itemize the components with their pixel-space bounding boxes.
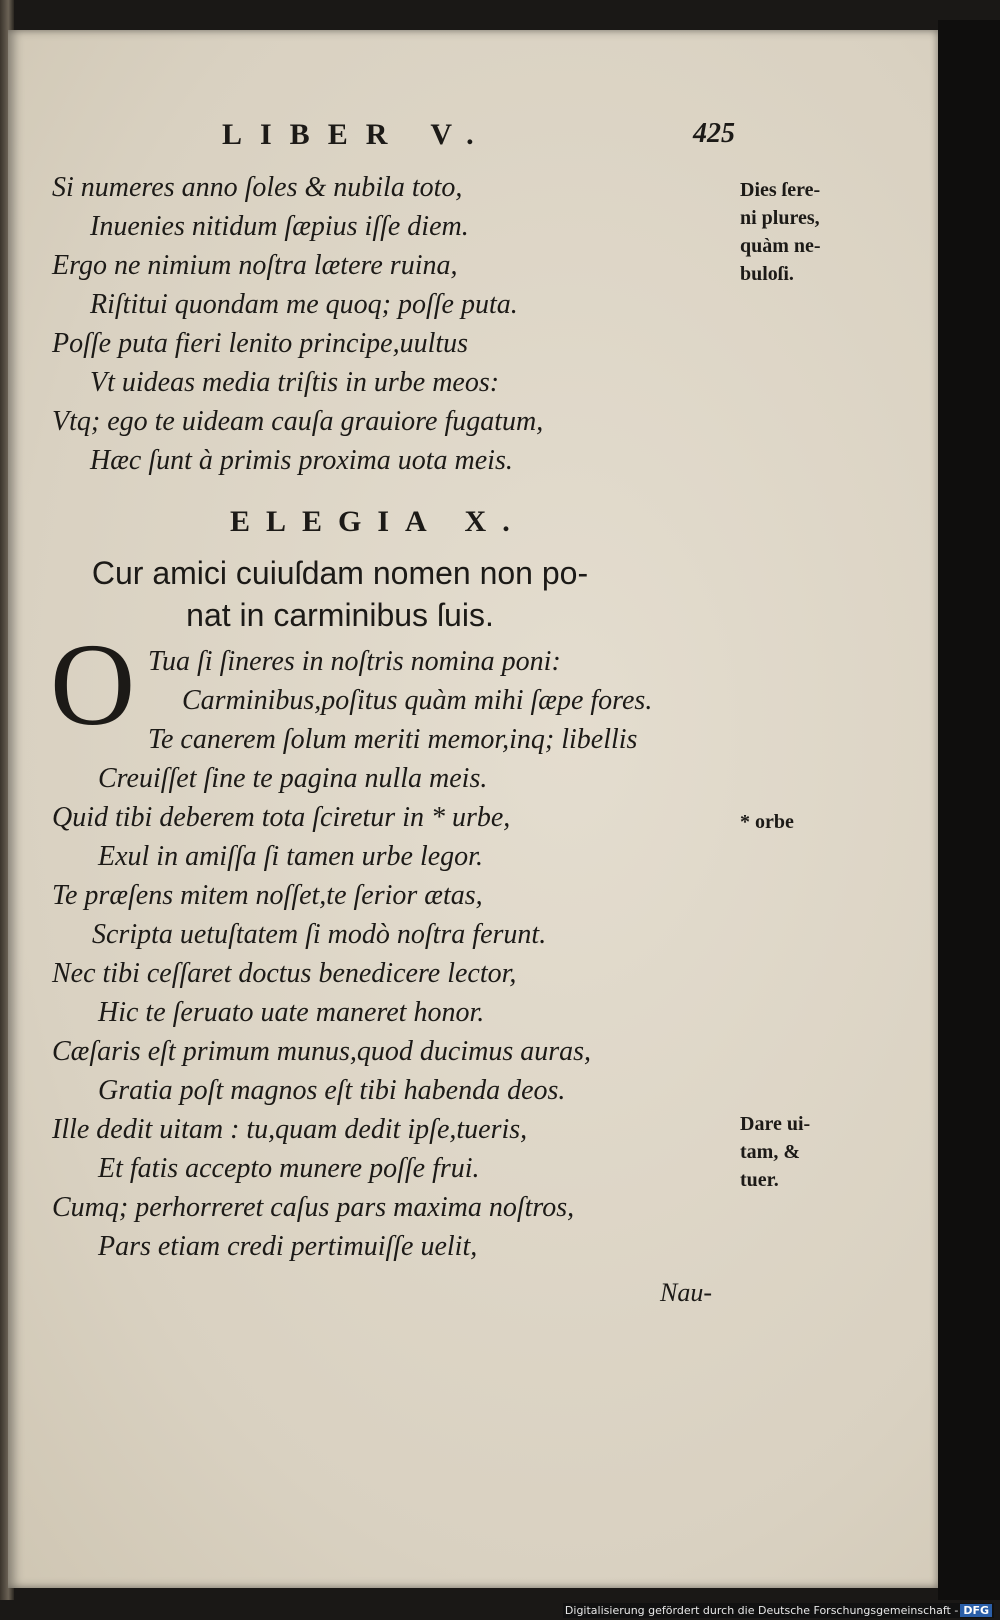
verse-line: Quid tibi deberem tota ſciretur in * urbe,	[52, 802, 511, 833]
marginal-note	[740, 176, 821, 288]
verse-line: Si numeres anno ſoles & nubila toto,	[52, 172, 463, 203]
marginal-note	[740, 1110, 810, 1194]
verse-line: Nec tibi ceſſaret doctus benedicere lector,	[52, 958, 517, 989]
verse-line: Vt uideas media triſtis in urbe meos:	[90, 367, 500, 398]
verse-line: Te præſens mitem noſſet,te ſerior ætas,	[52, 880, 483, 911]
verse-line: Cumq; perhorreret caſus pars maxima noſtros,	[52, 1192, 575, 1223]
funding-credit	[563, 1603, 994, 1618]
running-title: LIBER V.	[222, 118, 492, 151]
elegy-argument-line: nat in carminibus ſuis.	[186, 597, 494, 633]
verse-line: Scripta uetuſtatem ſi modò noſtra ferunt.	[92, 919, 547, 950]
dfg-logo: DFG	[960, 1604, 992, 1617]
verse-line: Vtq; ego te uideam cauſa grauiore fugatum,	[52, 406, 544, 437]
verse-line: Carminibus,poſitus quàm mihi ſæpe fores.	[182, 685, 653, 716]
marginal-note-line: tam, &	[740, 1141, 800, 1163]
marginal-note-line: buloſi.	[740, 263, 794, 285]
verse-line: Tua ſi ſineres in noſtris nomina poni:	[148, 646, 561, 677]
marginal-note-line: * orbe	[740, 811, 794, 833]
marginal-note-line: quàm ne-	[740, 235, 821, 257]
catchword: Nau-	[660, 1278, 712, 1307]
verse-line: Creuiſſet ſine te pagina nulla meis.	[98, 763, 488, 794]
verse-line: Riſtitui quondam me quoq; poſſe puta.	[90, 289, 518, 320]
verse-line: Hic te ſeruato uate maneret honor.	[98, 997, 485, 1028]
verse-line: Cæſaris eſt primum munus,quod ducimus auras,	[52, 1036, 592, 1067]
verse-line: Gratia poſt magnos eſt tibi habenda deos.	[98, 1075, 566, 1106]
funding-credit-text: Digitalisierung gefördert durch die Deutsche Forschungsgemeinschaft -	[564, 1604, 959, 1617]
marginal-note	[740, 808, 794, 836]
verse-line: Te canerem ſolum meriti memor,inq; libellis	[148, 724, 638, 755]
marginal-note-line: tuer.	[740, 1169, 779, 1191]
verse-line: Inuenies nitidum ſæpius iſſe diem.	[90, 211, 469, 242]
drop-capital: O	[50, 619, 136, 750]
dark-background-edge	[938, 20, 1000, 1600]
marginal-note-line: ni plures,	[740, 207, 820, 229]
verse-line: Poſſe puta fieri lenito principe,uultus	[52, 328, 469, 359]
page-number: 425	[693, 118, 735, 149]
verse-line: Pars etiam credi pertimuiſſe uelit,	[98, 1231, 478, 1262]
elegy-argument-line: Cur amici cuiuſdam nomen non po-	[91, 555, 589, 591]
marginal-note-line: Dare ui-	[740, 1113, 811, 1135]
verse-line: Et fatis accepto munere poſſe frui.	[98, 1153, 480, 1184]
verse-line: Exul in amiſſa ſi tamen urbe legor.	[98, 841, 483, 872]
marginal-note-line: Dies ſere-	[740, 179, 821, 201]
verse-line: Ergo ne nimium noſtra lætere ruina,	[52, 250, 458, 281]
elegy-title: ELEGIA X.	[230, 505, 526, 538]
verse-line: Hæc ſunt à primis proxima uota meis.	[90, 445, 513, 476]
verse-line: Ille dedit uitam : tu,quam dedit ipſe,tueris,	[52, 1114, 528, 1145]
